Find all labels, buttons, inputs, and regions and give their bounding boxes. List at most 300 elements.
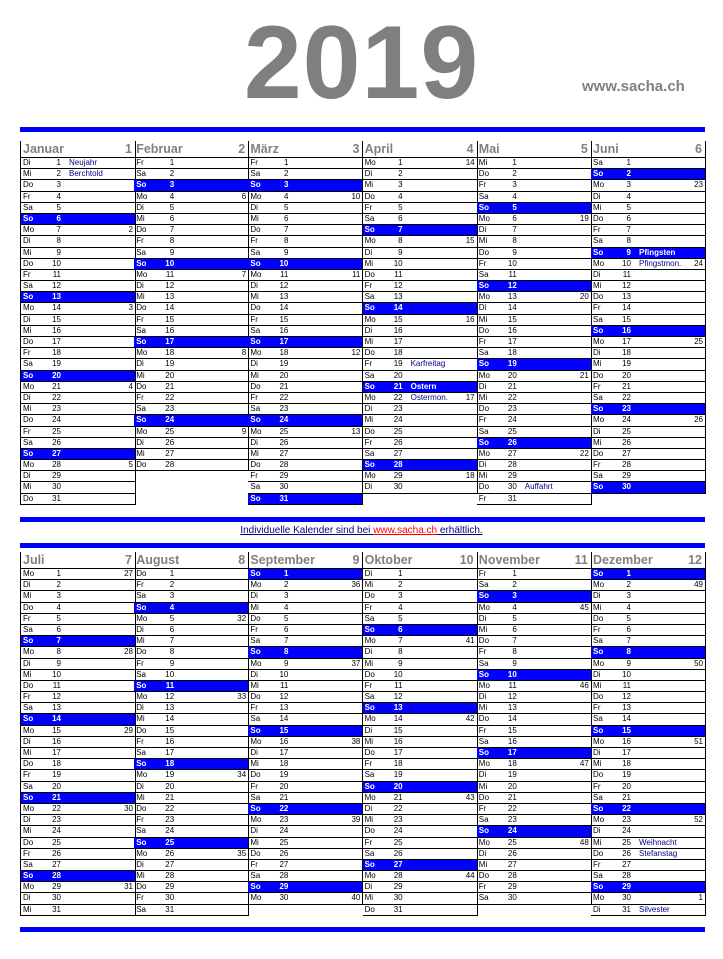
day-number: 3 [56,591,61,601]
weekday-label: Do [23,602,34,612]
day-row [477,703,591,714]
weekday-label: Mi [23,591,32,601]
weekday-label: Fr [250,781,258,791]
week-number: 29 [124,725,133,735]
day-row [248,158,362,169]
day-row [248,371,362,382]
day-number: 29 [507,471,517,481]
day-row [21,793,135,804]
weekday-label: So [364,624,375,634]
weekday-label: So [593,803,604,813]
day-number: 17 [52,748,61,757]
weekday-label: Sa [23,624,33,634]
week-number: 50 [694,658,703,668]
day-number: 30 [52,893,61,903]
day-row [363,893,477,904]
day-number: 24 [507,415,517,425]
day-row [248,494,362,505]
weekday-label: Mi [593,759,602,769]
weekday-label: Sa [478,426,489,436]
day-row [363,471,477,482]
day-number: 23 [165,815,175,825]
weekday-label: Di [136,859,144,869]
weekday-label: Di [478,770,487,780]
day-number: 25 [393,837,403,847]
day-number: 28 [52,460,61,470]
day-number: 17 [507,337,517,346]
day-number: 12 [622,692,631,702]
day-number: 7 [283,636,289,646]
day-row [21,303,135,314]
day-number: 5 [56,202,61,212]
day-row [248,348,362,359]
day-row [134,382,248,393]
weekday-label: Do [593,370,604,380]
day-row [477,158,591,169]
weekday-label: Di [593,826,601,836]
weekday-label: Do [478,325,490,335]
day-row [248,270,362,281]
day-number: 20 [507,781,517,791]
day-row [21,371,135,382]
weekday-label: Mo [136,848,148,858]
day-row [134,580,248,591]
weekday-label: So [136,837,147,847]
day-number: 13 [52,703,61,713]
weekday-label: Fr [478,882,487,892]
week-number: 17 [465,392,475,402]
day-row [591,281,705,292]
weekday-label: Do [136,803,147,813]
weekday-label: So [136,415,147,425]
day-row [591,815,705,826]
day-row [591,770,705,781]
day-number: 25 [507,837,517,847]
day-number: 5 [169,202,175,212]
month-column-januar [20,141,136,505]
week-number: 31 [124,882,133,892]
day-row [134,748,248,759]
weekday-label: So [250,180,261,190]
day-row [21,192,135,203]
day-number: 21 [507,381,517,391]
day-number: 15 [622,314,631,324]
weekday-label: Fr [23,692,31,702]
day-number: 7 [398,225,403,235]
day-number: 8 [626,647,631,657]
month-name: Dezember [593,553,653,567]
day-row [363,460,477,471]
day-number: 1 [283,158,289,167]
weekday-label: Fr [364,281,373,291]
week-number: 26 [694,415,703,425]
day-row [363,882,477,893]
weekday-label: Mo [250,580,262,590]
weekday-label: Sa [250,792,261,802]
month-name: März [250,142,279,156]
day-row [248,603,362,614]
weekday-label: Mo [364,714,376,724]
weekday-label: Sa [136,325,146,335]
day-number: 30 [279,482,289,492]
weekday-label: Di [23,893,31,903]
website-label[interactable]: www.sacha.ch [582,78,685,95]
day-number: 10 [279,258,289,268]
weekday-label: Mo [364,314,376,324]
day-row [134,737,248,748]
day-row [477,248,591,259]
day-number: 11 [622,269,631,279]
weekday-label: So [364,381,375,391]
day-number: 21 [279,792,289,802]
day-row [21,849,135,860]
weekday-label: Mi [593,602,602,612]
day-row [363,427,477,438]
weekday-label: Mi [478,236,488,246]
weekday-label: Do [364,826,375,836]
day-row [21,180,135,191]
day-row [477,438,591,449]
day-row [591,603,705,614]
day-number: 10 [52,258,61,268]
day-row [134,804,248,815]
day-row [21,737,135,748]
weekday-label: So [250,337,261,346]
day-number: 17 [279,337,289,346]
week-number: 24 [694,258,703,268]
day-row [477,860,591,871]
day-number: 4 [398,602,403,612]
weekday-label: Mo [23,381,35,391]
weekday-label: So [23,792,34,802]
day-row [477,404,591,415]
day-row [363,871,477,882]
weekday-label: Sa [250,482,261,492]
day-number: 13 [393,703,403,713]
weekday-label: Mo [593,893,605,903]
weekday-label: Do [250,303,261,313]
day-row [21,625,135,636]
day-number: 27 [52,859,61,869]
day-number: 22 [279,392,289,402]
day-row [363,905,477,916]
weekday-label: So [478,359,490,369]
week-number: 6 [241,191,247,201]
day-row [21,169,135,180]
day-row [363,714,477,725]
day-row [363,591,477,602]
month-header [477,552,591,569]
day-row [591,393,705,404]
day-row [591,681,705,692]
day-number: 22 [622,392,631,402]
day-row [363,214,477,225]
day-row [591,703,705,714]
day-row [134,427,248,438]
weekday-label: Mi [593,202,602,212]
weekday-label: Fr [250,392,258,402]
weekday-label: Fr [593,303,601,313]
weekday-label: Di [593,904,601,914]
day-number: 1 [169,158,175,167]
day-row [248,427,362,438]
day-number: 19 [165,770,175,780]
weekday-label: Mo [23,569,35,578]
weekday-label: Mo [136,191,148,201]
week-number: 42 [465,714,475,724]
day-row [248,292,362,303]
week-number: 7 [241,269,247,279]
weekday-label: Mo [250,426,262,436]
day-number: 26 [393,437,403,447]
day-row [134,236,248,247]
day-number: 31 [165,904,175,914]
weekday-label: Mi [23,904,32,914]
day-number: 8 [283,236,289,246]
day-row [21,482,135,493]
weekday-label: Mo [593,258,605,268]
day-row [134,203,248,214]
day-row [591,404,705,415]
day-number: 1 [398,569,403,578]
weekday-label: Do [136,647,147,657]
day-number: 6 [169,624,175,634]
day-row [477,826,591,837]
day-number: 19 [622,770,631,780]
day-number: 7 [56,636,61,646]
weekday-label: Do [593,292,604,302]
weekday-label: Sa [136,669,146,679]
weekday-label: Mi [593,359,602,369]
day-number: 28 [165,460,175,470]
day-row [363,860,477,871]
day-row [363,326,477,337]
note-link[interactable]: www.sacha.ch [373,525,438,536]
weekday-label: Mo [364,158,376,167]
day-number: 31 [507,493,517,503]
day-row [21,225,135,236]
day-number: 2 [56,580,61,590]
day-number: 11 [622,680,631,690]
day-number: 6 [283,213,289,223]
day-row [21,348,135,359]
day-number: 4 [512,602,517,612]
day-number: 16 [507,325,517,335]
day-row [363,180,477,191]
day-row [363,236,477,247]
day-number: 24 [393,415,403,425]
day-row [134,647,248,658]
weekday-label: Mo [364,392,376,402]
day-number: 9 [626,658,631,668]
day-row [591,326,705,337]
weekday-label: Di [593,426,601,436]
month-column-april [363,141,478,494]
weekday-label: Fr [136,392,144,402]
day-number: 22 [52,392,61,402]
weekday-label: Sa [136,826,146,836]
day-row [248,714,362,725]
day-row [477,569,591,580]
day-number: 2 [283,580,289,590]
weekday-label: Fr [250,158,258,167]
weekday-label: Di [478,303,487,313]
weekday-label: Sa [593,871,603,881]
week-number: 22 [579,448,589,458]
month-column-november [477,552,592,905]
day-number: 6 [56,213,61,223]
day-row [248,659,362,670]
weekday-label: Mo [23,225,35,235]
day-row [134,371,248,382]
weekday-label: Fr [250,236,258,246]
day-number: 22 [507,803,517,813]
weekday-label: Di [364,325,373,335]
day-number: 11 [165,680,175,690]
weekday-label: Fr [23,426,31,436]
weekday-label: So [593,882,604,892]
day-row [363,838,477,849]
week-number: 9 [241,426,247,436]
day-number: 24 [165,415,175,425]
day-number: 6 [626,213,631,223]
weekday-label: Mi [364,893,374,903]
month-number: 9 [352,553,360,567]
weekday-label: Do [364,669,375,679]
day-number: 28 [507,460,517,470]
day-row [21,692,135,703]
weekday-label: Mo [593,580,605,590]
day-number: 1 [512,569,517,578]
day-number: 22 [507,392,517,402]
month-number: 3 [352,142,360,156]
weekday-label: Do [250,613,261,623]
day-number: 29 [165,882,175,892]
weekday-label: Di [23,658,31,668]
day-number: 10 [52,669,61,679]
weekday-label: Mo [478,292,490,302]
month-name: April [364,142,394,156]
day-row [591,782,705,793]
weekday-label: Di [478,381,487,391]
day-number: 20 [165,370,175,380]
weekday-label: Di [593,669,601,679]
weekday-label: Di [478,848,487,858]
weekday-label: Sa [23,281,33,291]
week-number: 25 [694,337,703,346]
day-number: 6 [512,213,517,223]
weekday-label: Mi [478,859,488,869]
day-row [477,315,591,326]
day-number: 4 [398,191,403,201]
day-row [591,270,705,281]
day-row [21,905,135,916]
weekday-label: Fr [23,848,31,858]
day-number: 12 [165,692,175,702]
day-row [477,471,591,482]
weekday-label: Do [250,848,261,858]
weekday-label: Sa [136,904,146,914]
day-row [248,192,362,203]
day-row [591,471,705,482]
day-number: 7 [512,636,517,646]
day-number: 23 [279,815,289,825]
holiday-label: Berchtold [69,169,103,179]
day-number: 8 [56,236,61,246]
day-number: 9 [626,247,631,257]
week-number: 11 [352,269,361,279]
day-row [363,815,477,826]
day-row [248,759,362,770]
holiday-label: Karfreitag [410,359,446,369]
day-number: 13 [622,292,631,302]
day-row [363,438,477,449]
day-number: 2 [512,580,517,590]
weekday-label: Di [593,348,601,358]
day-number: 8 [398,236,403,246]
weekday-label: Sa [23,359,33,369]
day-number: 7 [283,225,289,235]
day-row [477,849,591,860]
day-number: 25 [393,426,403,436]
day-row [477,692,591,703]
weekday-label: Di [23,314,31,324]
day-number: 29 [279,471,289,481]
day-number: 23 [52,815,61,825]
day-number: 18 [622,348,631,358]
weekday-label: Di [23,236,31,246]
day-row [363,270,477,281]
weekday-label: Fr [136,158,144,167]
weekday-label: So [593,325,604,335]
day-row [477,670,591,681]
weekday-label: Fr [23,770,31,780]
weekday-label: Mi [593,837,602,847]
day-row [477,770,591,781]
day-number: 17 [165,748,175,757]
day-row [477,871,591,882]
day-number: 5 [512,613,517,623]
day-number: 2 [398,580,403,590]
day-row [363,603,477,614]
day-row [248,838,362,849]
month-header [21,141,135,158]
day-number: 2 [626,169,631,179]
week-number: 20 [579,292,589,302]
weekday-label: So [136,680,147,690]
day-row [591,427,705,438]
day-number: 1 [626,158,631,167]
month-name: Oktober [364,553,413,567]
weekday-label: Sa [23,859,33,869]
weekday-label: So [593,647,604,657]
day-number: 13 [279,703,289,713]
weekday-label: Di [250,202,258,212]
day-number: 27 [279,859,289,869]
day-row [591,737,705,748]
weekday-label: Do [250,770,261,780]
weekday-label: So [250,647,261,657]
weekday-label: So [250,258,261,268]
day-number: 30 [622,893,631,903]
day-row [477,415,591,426]
day-row [591,625,705,636]
day-row [134,636,248,647]
day-number: 2 [398,169,403,179]
weekday-label: So [593,569,604,578]
day-row [591,236,705,247]
weekday-label: Fr [136,815,144,825]
